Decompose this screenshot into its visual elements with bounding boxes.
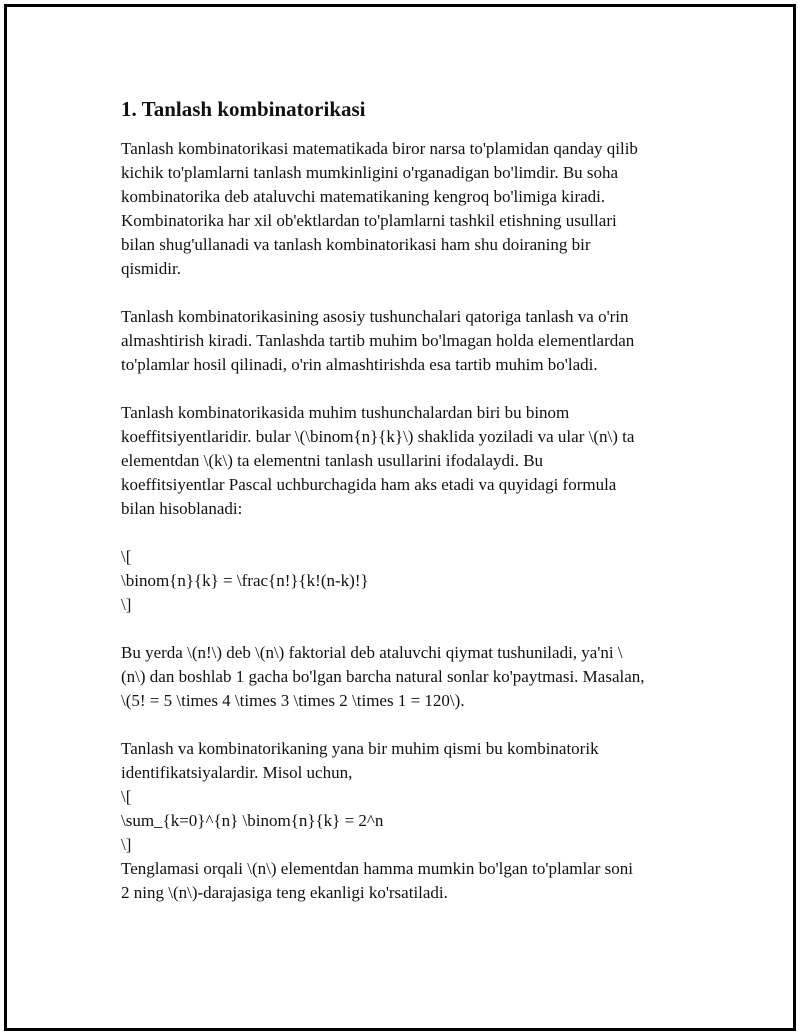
paragraph-identities: Tanlash va kombinatorikaning yana bir muhim qismi bu kombinatorik identifikatsiyalardir. Misol uchun, \[ \sum_{k=0}^{n} \binom{n}{k} = 2^n \] Tenglamasi orqali \(n\) elementdan hamma mumkin bo'lgan to'plamlar soni 2 ning \(n\)-darajasiga teng ekanligi ko'rsatiladi. xyxy=(121,739,633,902)
paragraph-basic-concepts: Tanlash kombinatorikasining asosiy tushunchalari qatoriga tanlash va o'rin almashtirish kiradi. Tanlashda tartib muhim bo'lmagan holda elementlardan to'plamlar hosil qilinadi, o'rin almashtirishda esa tartib muhim bo'ladi. xyxy=(121,307,635,374)
paragraph-gap xyxy=(121,521,691,545)
formula-binomial: \[ \binom{n}{k} = \frac{n!}{k!(n-k)!} \] xyxy=(121,547,369,614)
paragraph-gap xyxy=(121,617,691,641)
paragraph-intro: Tanlash kombinatorikasi matematikada biror narsa to'plamidan qanday qilib kichik to'plamlarni tanlash mumkinligini o'rganadigan bo'limdir. Bu soha kombinatorika deb ataluvchi matematikaning kengroq bo'limiga kiradi. Kombinatorika har xil ob'ektlardan to'plamlarni tashkil etishning usullari bilan shug'ullanadi va tanlash kombinatorikasi ham shu doiraning bir qismidir. xyxy=(121,139,638,278)
document-page xyxy=(4,4,796,1031)
section-heading: 1. Tanlash kombinatorikasi xyxy=(121,97,366,121)
paragraph-gap xyxy=(121,281,691,305)
document-body xyxy=(121,95,691,905)
paragraph-binomial: Tanlash kombinatorikasida muhim tushunchalardan biri bu binom koeffitsiyentlaridir. bular \(\binom{n}{k}\) shaklida yoziladi va ular \(n\) ta elementdan \(k\) ta elementni tanlash usullarini ifodalaydi. Bu koeffitsiyentlar Pascal uchburchagida ham aks etadi va quyidagi formula bilan hisoblanadi: xyxy=(121,403,635,518)
paragraph-gap xyxy=(121,713,691,737)
paragraph-factorial: Bu yerda \(n!\) deb \(n\) faktorial deb ataluvchi qiymat tushuniladi, ya'ni \ (n\) dan boshlab 1 gacha bo'lgan barcha natural sonlar ko'paytmasi. Masalan, \(5! = 5 \times 4 \times 3 \times 2 \times 1 = 120\). xyxy=(121,643,645,710)
paragraph-gap xyxy=(121,377,691,401)
